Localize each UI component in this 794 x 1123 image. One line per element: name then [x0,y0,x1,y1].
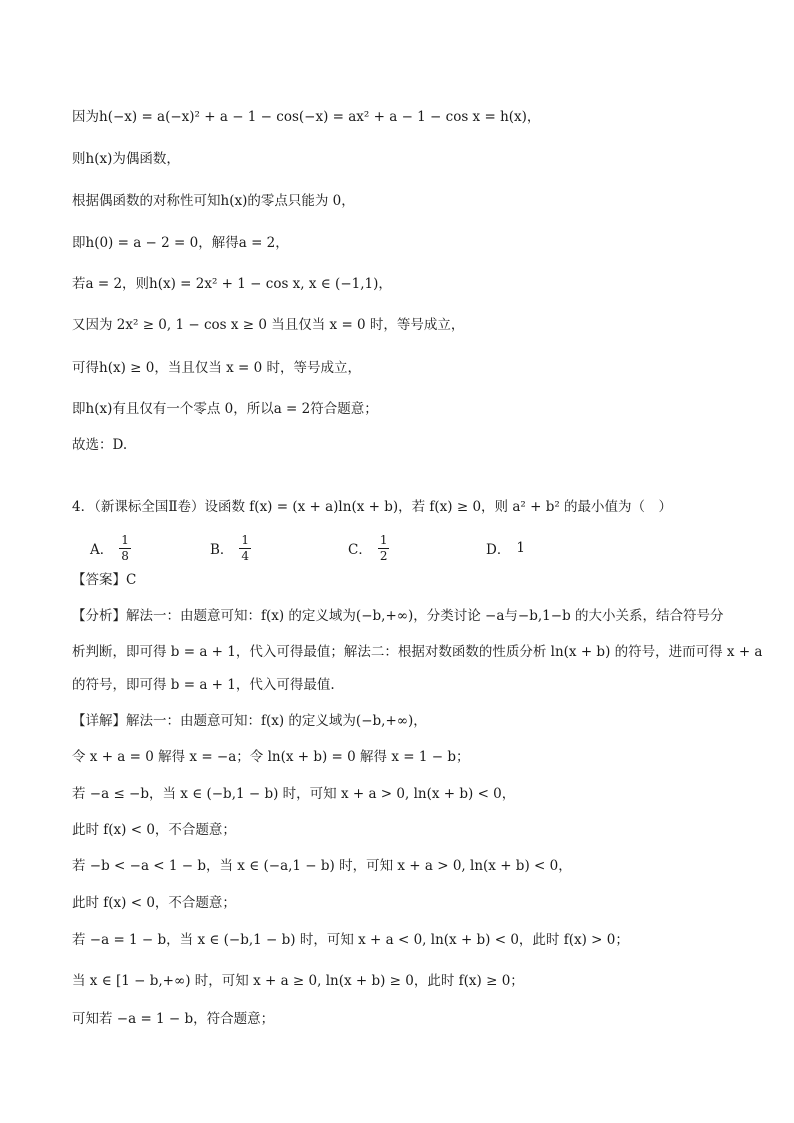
detail-line: 令 x + a = 0 解得 x = −a；令 ln(x + b) = 0 解得 x = 1 − b； [72,749,470,765]
option-label: D． [486,542,511,558]
answer-line: 【答案】C [72,572,137,588]
analysis-line: 析判断，即可得 b = a + 1，代入可得最值；解法二：根据对数函数的性质分析 ln(x + b) 的符号，进而可得 x + a [72,644,763,660]
text-line: 因为h(−x) = a(−x)² + a − 1 − cos(−x) = ax² + a − 1 − cos x = h(x)， [72,109,541,125]
option-a [90,528,131,568]
text-line: 即h(x)有且仅有一个零点 0，所以a = 2符合题意； [72,401,378,417]
text-line: 故选：D. [72,437,128,453]
text-line: 又因为 2x² ≥ 0, 1 − cos x ≥ 0 当且仅当 x = 0 时，等号成立， [72,317,465,333]
fraction-numerator: 1 [241,532,250,547]
option-b [210,528,251,568]
detail-line: 此时 f(x) < 0，不合题意； [72,822,236,838]
option-value: 1 [516,540,525,556]
option-fraction [119,533,131,564]
detail-line: 【详解】解法一：由题意可知：f(x) 的定义域为(−b,+∞)， [72,713,427,729]
fraction-numerator: 1 [121,532,129,547]
detail-line: 当 x ∈ [1 − b,+∞) 时，可知 x + a ≥ 0, ln(x + b) ≥ 0，此时 f(x) ≥ 0； [72,973,524,989]
option-c [348,528,389,568]
detail-line: 若 −a = 1 − b，当 x ∈ (−b,1 − b) 时，可知 x + a < 0, ln(x + b) < 0，此时 f(x) > 0； [72,932,629,948]
option-d [486,528,525,568]
question-stem: 4．（新课标全国Ⅱ卷）设函数 f(x) = (x + a)ln(x + b)，若 f(x) ≥ 0，则 a² + b² 的最小值为（ ） [72,499,673,515]
answer-options [90,528,650,568]
detail-line: 若 −a ≤ −b，当 x ∈ (−b,1 − b) 时，可知 x + a > 0, ln(x + b) < 0， [72,786,516,802]
detail-line: 若 −b < −a < 1 − b，当 x ∈ (−a,1 − b) 时，可知 x + a > 0, ln(x + b) < 0， [72,858,572,874]
fraction-denominator: 8 [121,548,129,563]
text-line: 根据偶函数的对称性可知h(x)的零点只能为 0， [72,193,355,209]
text-line: 若a = 2，则h(x) = 2x² + 1 − cos x, x ∈ (−1,1)， [72,276,392,292]
option-label: C． [348,542,372,558]
analysis-line: 的符号，即可得 b = a + 1，代入可得最值. [72,677,335,693]
text-line: 即h(0) = a − 2 = 0，解得a = 2， [72,235,289,251]
fraction-denominator: 2 [379,548,388,563]
fraction-denominator: 4 [241,548,250,563]
text-line: 则h(x)为偶函数， [72,151,180,167]
option-fraction [378,533,390,564]
option-fraction [239,533,251,564]
analysis-line: 【分析】解法一：由题意可知：f(x) 的定义域为(−b,+∞)，分类讨论 −a与−b,1−b 的大小关系，结合符号分 [72,608,724,624]
detail-line: 可知若 −a = 1 − b，符合题意； [72,1011,275,1027]
fraction-numerator: 1 [379,532,388,547]
text-line: 可得h(x) ≥ 0，当且仅当 x = 0 时，等号成立， [72,360,362,376]
option-label: A． [90,542,114,558]
detail-line: 此时 f(x) < 0，不合题意； [72,895,236,911]
option-label: B． [210,542,234,558]
